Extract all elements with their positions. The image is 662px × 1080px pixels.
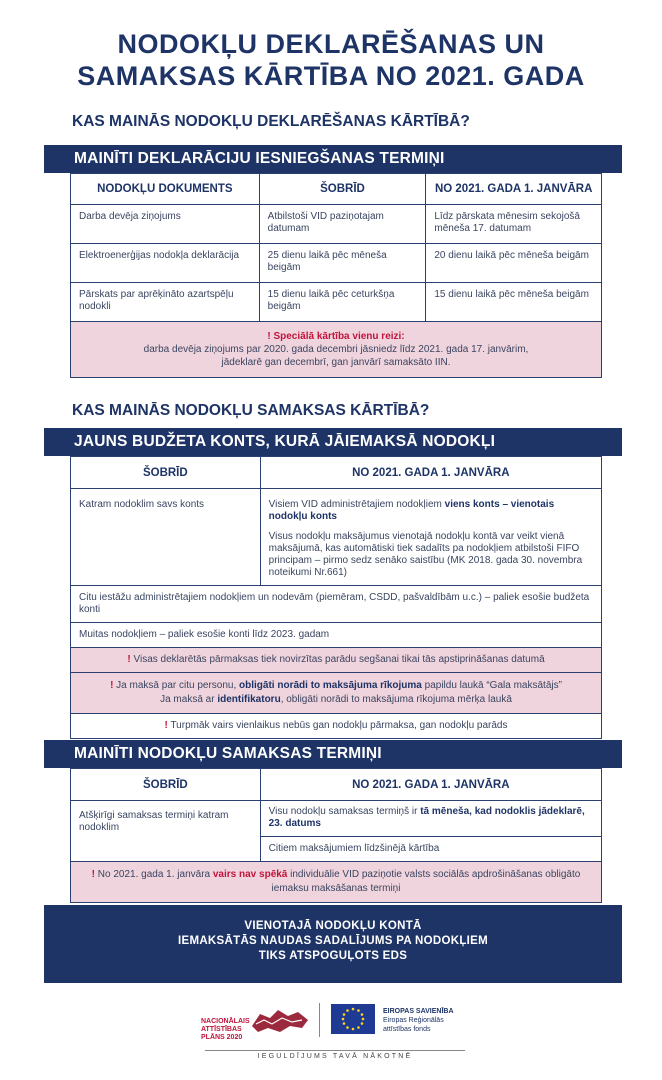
- nap-logo-text: NACIONĀLAIS ATTĪSTĪBAS PLĀNS 2020: [201, 1018, 250, 1041]
- table-header: ŠOBRĪD: [259, 174, 426, 205]
- table-header: ŠOBRĪD: [71, 457, 261, 489]
- table-row: Citu iestāžu administrētajiem nodokļiem un nodevām (piemēram, CSDD, pašvaldībām u.c.) – paliek esošie budžeta konti: [71, 586, 602, 623]
- payment-table: [70, 456, 602, 739]
- table-header: NO 2021. GADA 1. JANVĀRA: [260, 769, 601, 801]
- table-header: NO 2021. GADA 1. JANVĀRA: [426, 174, 602, 205]
- warning-icon: !: [110, 680, 114, 691]
- table-row: Atšķirīgi samaksas termiņi katram nodoklim Visu nodokļu samaksas termiņš ir tā mēneša, kad nodoklis jādeklarē, 23. datums: [71, 801, 602, 837]
- table-row: Katram nodoklim savs konts Visiem VID administrētajiem nodokļiem viens konts – vienotais nodokļu konts Visus nodokļu maksājumus vienotajā nodokļu kontā var veikt vienā maksājumā, kas automātiski tiek sadalīts pa nodokļiem atbilstoši FIFO principam – pirmo sedz senāko saistību (MK 2018. gada 30. novembra noteikumi Nr.661): [71, 489, 602, 586]
- table-row: Darba devēja ziņojums Atbilstoši VID paziņotajam datumam Līdz pārskata mēnesim sekojošā mēneša 17. datumam: [71, 205, 602, 244]
- eu-logo-text: EIROPAS SAVIENĪBA Eiropas Reģionālās attīstības fonds: [383, 1008, 454, 1033]
- page-title: NODOKĻU DEKLARĒŠANAS UN SAMAKSAS KĀRTĪBA NO 2021. GADA: [77, 29, 585, 91]
- warning-icon: !: [164, 720, 168, 731]
- section1-question: KAS MAINĀS NODOKĻU DEKLARĒŠANAS KĀRTĪBĀ?: [72, 113, 470, 130]
- eu-flag-icon: [331, 1004, 375, 1034]
- note-row: ! Turpmāk vairs vienlaikus nebūs gan nodokļu pārmaksa, gan nodokļu parāds: [71, 714, 602, 739]
- section1-bar: MAINĪTI DEKLARĀCIJU IESNIEGŠANAS TERMIŅI: [44, 145, 622, 173]
- special-note: ! Speciālā kārtība vienu reizi: darba devēja ziņojums par 2020. gada decembri jāsniedz līdz 2021. gada 17. janvārim, jādeklarē gan decembrī, gan janvārī samaksāto IIN.: [71, 322, 602, 378]
- summary-box: VIENOTAJĀ NODOKĻU KONTĀ IEMAKSĀTĀS NAUDAS SADALĪJUMS PA NODOKĻIEM TIKS ATSPOGUĻOTS EDS: [44, 905, 622, 983]
- table-row: Muitas nodokļiem – paliek esošie konti līdz 2023. gadam: [71, 623, 602, 648]
- table-header: NODOKĻU DOKUMENTS: [71, 174, 260, 205]
- latvia-map-icon: [250, 1006, 310, 1036]
- table-row: Citiem maksājumiem līdzšinējā kārtība: [71, 837, 602, 862]
- table-header: ŠOBRĪD: [71, 769, 261, 801]
- warning-icon: !: [267, 331, 271, 342]
- section2-question: KAS MAINĀS NODOKĻU SAMAKSAS KĀRTĪBĀ?: [72, 402, 430, 419]
- declaration-table: [70, 173, 602, 378]
- deadline-table: [70, 768, 602, 903]
- logo-divider: [319, 1003, 320, 1037]
- section2-bar: JAUNS BUDŽETA KONTS, KURĀ JĀIEMAKSĀ NODOKĻI: [44, 428, 622, 456]
- table-row: Elektroenerģijas nodokļa deklarācija 25 dienu laikā pēc mēneša beigām 20 dienu laikā pēc mēneša beigām: [71, 244, 602, 283]
- table-row: Pārskats par aprēķināto azartspēļu nodokli 15 dienu laikā pēc ceturkšņa beigām 15 dienu laikā pēc mēneša beigām: [71, 283, 602, 322]
- note-row: ! Ja maksā par citu personu, obligāti norādi to maksājuma rīkojuma papildu laukā “Gala maksātājs” Ja maksā ar identifikatoru, obligāti norādi to maksājuma rīkojuma mērķa laukā: [71, 673, 602, 714]
- table-header: NO 2021. GADA 1. JANVĀRA: [260, 457, 601, 489]
- note-row: ! No 2021. gada 1. janvāra vairs nav spēkā individuālie VID paziņotie valsts sociālās apdrošināšanas obligāto iemaksu maksāšanas termiņi: [71, 862, 602, 903]
- section3-bar: MAINĪTI NODOKĻU SAMAKSAS TERMIŅI: [44, 740, 622, 768]
- tagline: IEGULDĪJUMS TAVĀ NĀKOTNĒ: [205, 1050, 465, 1060]
- warning-icon: !: [127, 654, 131, 665]
- warning-icon: !: [91, 869, 95, 880]
- note-row: ! Visas deklarētās pārmaksas tiek novirzītas parādu segšanai tikai tās apstiprināšanas datumā: [71, 648, 602, 673]
